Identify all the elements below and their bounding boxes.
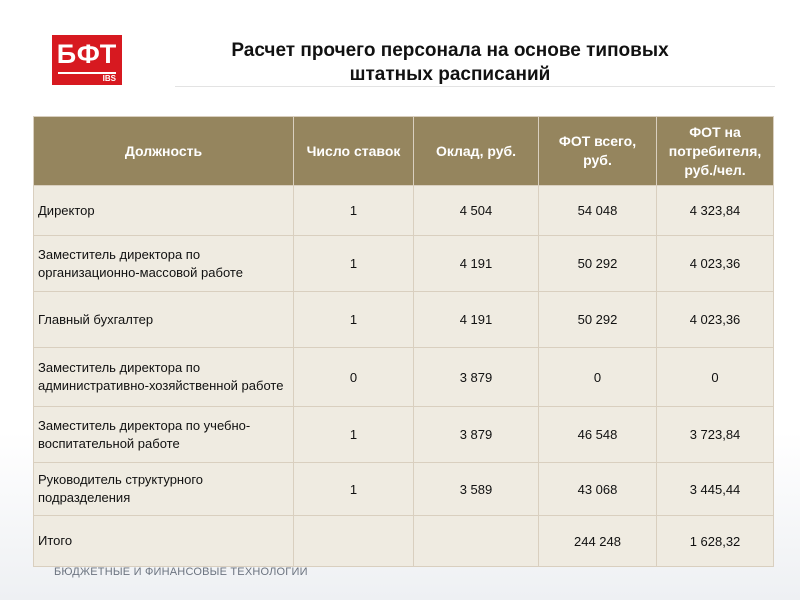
cell-position: Руководитель структурного подразделения	[34, 463, 294, 516]
cell-rate-count	[294, 516, 414, 567]
cell-payroll-per-consumer: 4 023,36	[657, 292, 774, 348]
cell-salary: 4 191	[414, 236, 539, 292]
title-divider	[175, 86, 775, 87]
staff-table	[33, 116, 774, 567]
cell-position: Итого	[34, 516, 294, 567]
cell-payroll-per-consumer: 1 628,32	[657, 516, 774, 567]
header-rate-count: Число ставок	[294, 117, 414, 186]
slide-title	[170, 39, 730, 87]
cell-rate-count: 1	[294, 236, 414, 292]
total-row	[34, 516, 774, 567]
header-position: Должность	[34, 117, 294, 186]
header-salary: Оклад, руб.	[414, 117, 539, 186]
cell-rate-count: 1	[294, 186, 414, 236]
logo-sub-text: IBS	[102, 74, 116, 83]
cell-payroll-total: 50 292	[539, 292, 657, 348]
cell-payroll-total: 46 548	[539, 407, 657, 463]
cell-rate-count: 1	[294, 292, 414, 348]
cell-payroll-per-consumer: 4 023,36	[657, 236, 774, 292]
footer-company-name: БЮДЖЕТНЫЕ И ФИНАНСОВЫЕ ТЕХНОЛОГИИ	[54, 566, 308, 578]
cell-salary	[414, 516, 539, 567]
table-row	[34, 292, 774, 348]
cell-position: Заместитель директора по административно-хозяйственной работе	[34, 348, 294, 407]
logo-main-text: БФТ	[56, 39, 118, 69]
cell-position: Главный бухгалтер	[34, 292, 294, 348]
cell-payroll-total: 43 068	[539, 463, 657, 516]
cell-position: Заместитель директора по учебно-воспитательной работе	[34, 407, 294, 463]
cell-rate-count: 0	[294, 348, 414, 407]
bft-logo	[52, 35, 122, 85]
cell-salary: 3 589	[414, 463, 539, 516]
cell-position: Заместитель директора по организационно-массовой работе	[34, 236, 294, 292]
cell-salary: 3 879	[414, 348, 539, 407]
cell-payroll-total: 50 292	[539, 236, 657, 292]
cell-salary: 4 504	[414, 186, 539, 236]
header-payroll-total: ФОТ всего, руб.	[539, 117, 657, 186]
cell-salary: 4 191	[414, 292, 539, 348]
table-row	[34, 186, 774, 236]
cell-payroll-per-consumer: 3 723,84	[657, 407, 774, 463]
cell-payroll-total: 54 048	[539, 186, 657, 236]
cell-rate-count: 1	[294, 463, 414, 516]
cell-payroll-total: 0	[539, 348, 657, 407]
cell-payroll-per-consumer: 3 445,44	[657, 463, 774, 516]
table-row	[34, 236, 774, 292]
header-payroll-per-consumer: ФОТ на потребителя, руб./чел.	[657, 117, 774, 186]
title-line-2: штатных расписаний	[349, 64, 551, 85]
cell-salary: 3 879	[414, 407, 539, 463]
table-row	[34, 407, 774, 463]
table-header-row	[34, 117, 774, 186]
table-row	[34, 463, 774, 516]
cell-payroll-per-consumer: 0	[657, 348, 774, 407]
cell-payroll-per-consumer: 4 323,84	[657, 186, 774, 236]
table-row	[34, 348, 774, 407]
cell-rate-count: 1	[294, 407, 414, 463]
cell-payroll-total: 244 248	[539, 516, 657, 567]
title-line-1: Расчет прочего персонала на основе типовых	[231, 40, 669, 61]
cell-position: Директор	[34, 186, 294, 236]
